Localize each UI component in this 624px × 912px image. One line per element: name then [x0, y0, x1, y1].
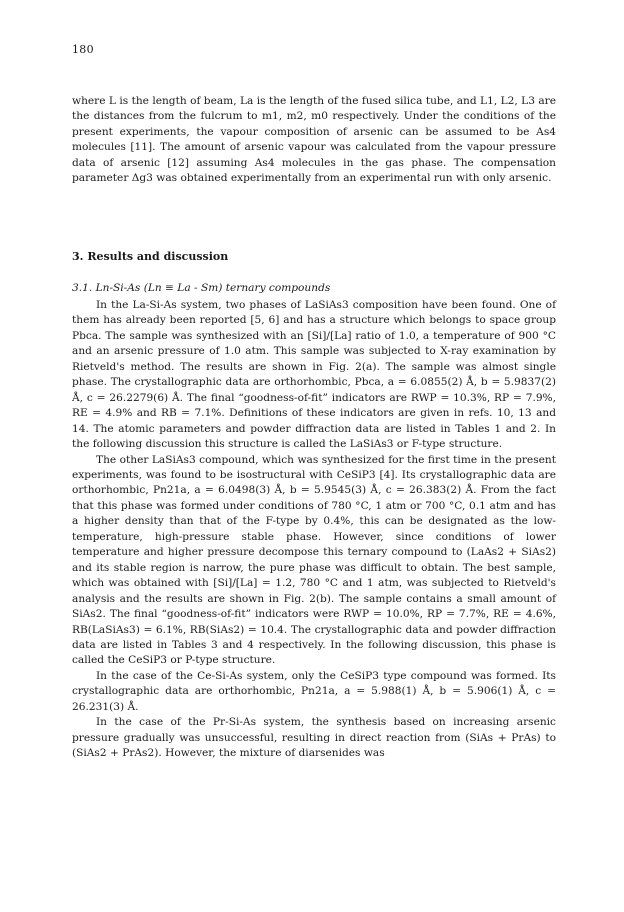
page-number: 180: [72, 43, 94, 56]
section-heading: 3. Results and discussion: [72, 250, 229, 263]
paragraph: The other LaSiAs3 compound, which was synthesized for the first time in the present experiments, was found to be isostructural with CeSiP3 [4]. Its crystallographic data are orthorhombic, Pn21a, a = 6.0498(3) Å, b = 5.9545(3) Å, c = 26.383(2) Å. From the fact that this phase was formed under conditions of 780 °C, 1 atm or 700 °C, 0.1 atm and has a higher density than that of the F-type by 0.4%, this can be designated as the low-temperature, high-pressure stable phase. However, since conditions of lower temperature and higher pressure decompose this ternary compound to (LaAs2 + SiAs2) and its stable region is narrow, the pure phase was difficult to obtain. The best sample, which was obtained with [Si]/[La] = 1.2, 780 °C and 1 atm, was subjected to Rietveld's analysis and the results are shown in Fig. 2(b). The sample contains a small amount of SiAs2. The final “goodness-of-fit” indicators were RWP = 10.0%, RP = 7.7%, RE = 4.6%, RB(LaSiAs3) = 6.1%, RB(SiAs2) = 10.4. The crystallographic data and powder diffraction data are listed in Tables 3 and 4 respectively. In the following discussion, this phase is called the CeSiP3 or P-type structure.: [72, 453, 556, 667]
paragraph: where L is the length of beam, La is the length of the fused silica tube, and L1, L2, L3 are the distances from the fulcrum to m1, m2, m0 respectively. Under the conditions of the present experiments, the vapour composition of arsenic can be assumed to be As4 molecules [11]. The amount of arsenic vapour was calculated from the vapour pressure data of arsenic [12] assuming As4 molecules in the gas phase. The compensation parameter Δg3 was obtained experimentally from an experimental run with only arsenic.: [72, 95, 556, 185]
section-body: [72, 298, 556, 762]
paragraph: In the case of the Ce-Si-As system, only the CeSiP3 type compound was formed. Its crystallographic data are orthorhombic, Pn21a, a = 5.988(1) Å, b = 5.906(1) Å, c = 26.231(3) Å.: [72, 669, 556, 713]
paragraph: In the La-Si-As system, two phases of LaSiAs3 composition have been found. One of them has already been reported [5, 6] and has a structure which belongs to space group Pbca. The sample was synthesized with an [Si]/[La] ratio of 1.0, a temperature of 900 °C and an arsenic pressure of 1.0 atm. This sample was subjected to X-ray examination by Rietveld's method. The results are shown in Fig. 2(a). The sample was almost single phase. The crystallographic data are orthorhombic, Pbca, a = 6.0855(2) Å, b = 5.9837(2) Å, c = 26.2279(6) Å. The final “goodness-of-fit” indicators are RWP = 10.3%, RP = 7.9%, RE = 4.9% and RB = 7.1%. Definitions of these indicators are given in refs. 10, 13 and 14. The atomic parameters and powder diffraction data are listed in Tables 1 and 2. In the following discussion this structure is called the LaSiAs3 or F-type structure.: [72, 299, 556, 451]
subsection-heading: 3.1. Ln-Si-As (Ln ≡ La - Sm) ternary compounds: [72, 282, 331, 294]
intro-paragraph: [72, 94, 556, 187]
paragraph: In the case of the Pr-Si-As system, the synthesis based on increasing arsenic pressure gradually was unsuccessful, resulting in direct reaction from (SiAs + PrAs) to (SiAs2 + PrAs2). However, the mixture of diarsenides was: [72, 716, 556, 760]
